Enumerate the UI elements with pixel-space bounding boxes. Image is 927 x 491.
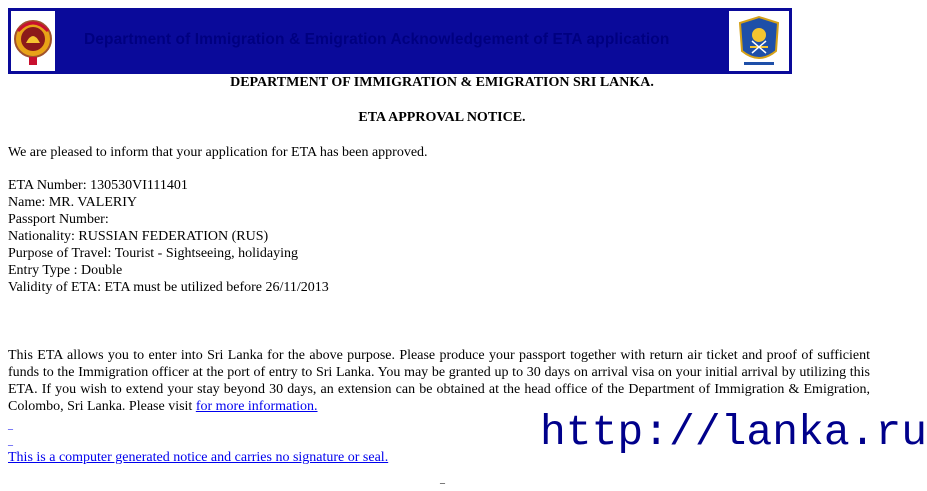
department-heading: DEPARTMENT OF IMMIGRATION & EMIGRATION SRI LANKA. <box>230 75 654 90</box>
eta-information-paragraph <box>8 347 870 415</box>
eta-number: ETA Number: 130530VI111401 <box>8 178 188 193</box>
link-artifact: _ <box>8 420 13 431</box>
immigration-department-logo-icon <box>729 11 789 71</box>
intro-text: We are pleased to inform that your application for ETA has been approved. <box>8 145 428 160</box>
applicant-name: Name: MR. VALERIY <box>8 195 137 210</box>
paragraph-text: This ETA allows you to enter into Sri Lanka for the above purpose. Please produce your passport together with return air ticket and proof of sufficient funds to the Immigration officer at the port of entry to Sri Lanka. You may be granted up to 30 days on arrival visa on your initial arrival by utilizing this ETA. If you wish to extend your stay beyond 30 days, an extension can be obtained at the head office of the Department of Immigration & Emigration, Colombo, Sri Lanka. Please visit <box>8 348 870 414</box>
computer-generated-notice-link[interactable]: This is a computer generated notice and carries no signature or seal. <box>8 450 389 465</box>
nationality: Nationality: RUSSIAN FEDERATION (RUS) <box>8 229 269 244</box>
sri-lanka-emblem-icon <box>11 11 55 71</box>
banner-title: Department of Immigration & Emigration Acknowledgement of ETA application <box>84 31 670 48</box>
notice-heading: ETA APPROVAL NOTICE. <box>358 110 526 125</box>
watermark-text: http://lanka.ru <box>540 408 927 457</box>
eta-validity: Validity of ETA: ETA must be utilized before 26/11/2013 <box>8 280 329 295</box>
page-artifact: _ <box>440 474 445 485</box>
more-information-link[interactable]: for more information. <box>195 399 318 414</box>
purpose-of-travel: Purpose of Travel: Tourist - Sightseeing, holidaying <box>8 246 299 261</box>
link-artifact: _ <box>8 436 13 447</box>
entry-type: Entry Type : Double <box>8 263 123 278</box>
passport-number: Passport Number: <box>8 212 109 227</box>
header-banner <box>8 8 792 74</box>
